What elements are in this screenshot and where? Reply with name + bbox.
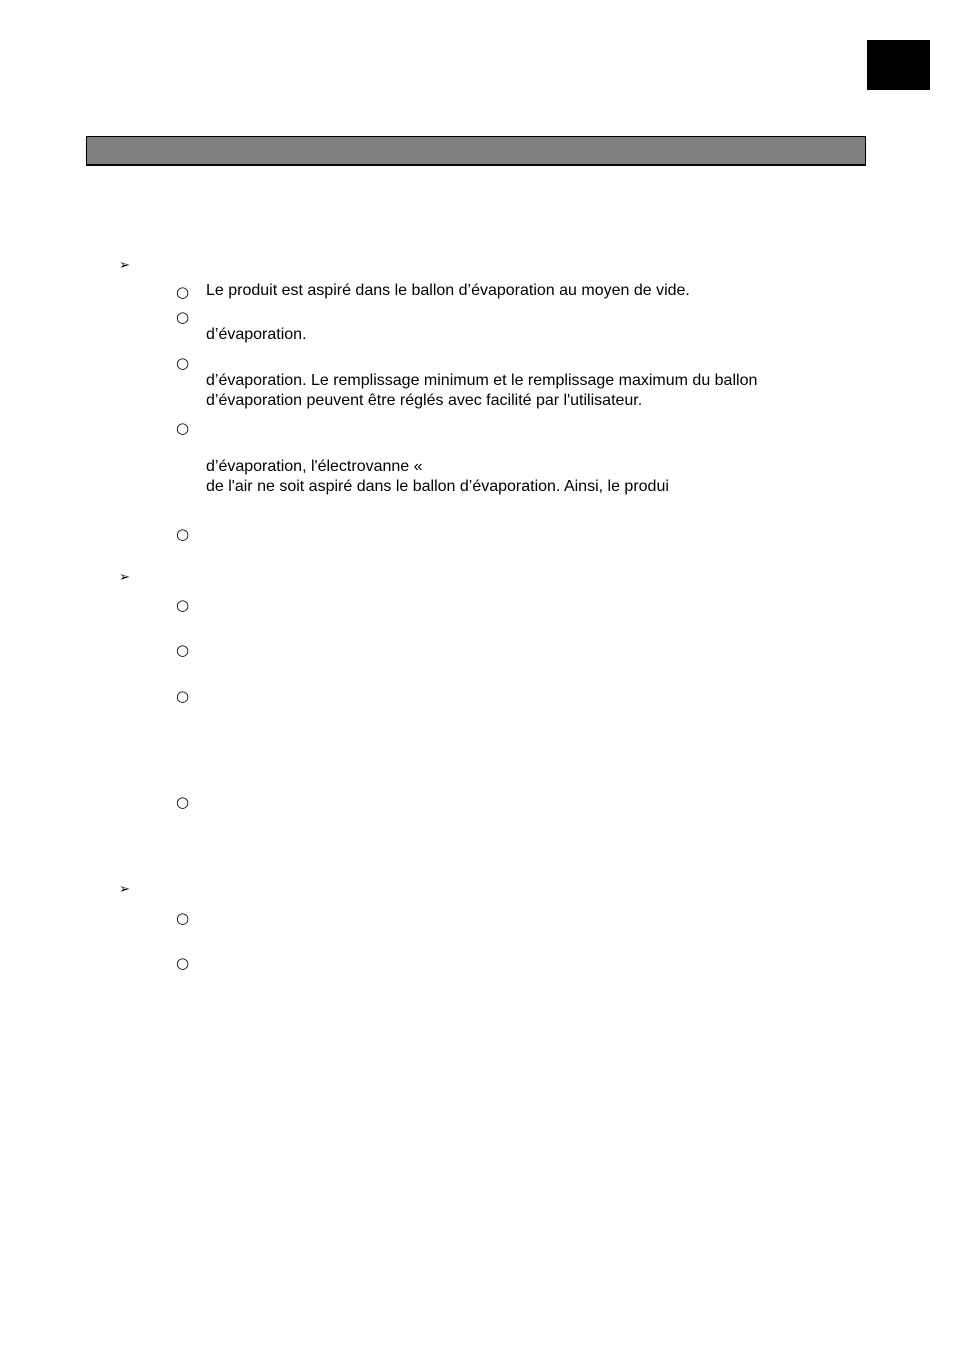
circle-bullet-icon: ○ <box>176 596 190 614</box>
circle-bullet-icon: ○ <box>176 308 190 326</box>
list-item-text: d’évaporation. <box>206 326 307 343</box>
list-item-text: d’évaporation, l'électrovanne « <box>206 458 423 475</box>
circle-bullet-icon: ○ <box>176 419 190 437</box>
list-item-text: Le produit est aspiré dans le ballon d’évaporation au moyen de vide. <box>206 282 690 299</box>
language-tab <box>867 40 930 90</box>
circle-bullet-icon: ○ <box>176 687 190 705</box>
circle-bullet-icon: ○ <box>176 954 190 972</box>
section-title-bar <box>86 136 866 166</box>
arrow-bullet-icon: ➢ <box>119 258 130 273</box>
list-item-text: d’évaporation. Le remplissage minimum et le remplissage maximum du ballon <box>206 372 758 389</box>
arrow-bullet-icon: ➢ <box>119 570 130 585</box>
circle-bullet-icon: ○ <box>176 354 190 372</box>
circle-bullet-icon: ○ <box>176 909 190 927</box>
list-item-text: de l'air ne soit aspiré dans le ballon d’évaporation. Ainsi, le produi <box>206 478 669 495</box>
list-item-text: d’évaporation peuvent être réglés avec facilité par l'utilisateur. <box>206 392 643 409</box>
circle-bullet-icon: ○ <box>176 641 190 659</box>
circle-bullet-icon: ○ <box>176 525 190 543</box>
arrow-bullet-icon: ➢ <box>119 882 130 897</box>
circle-bullet-icon: ○ <box>176 793 190 811</box>
circle-bullet-icon: ○ <box>176 283 190 301</box>
